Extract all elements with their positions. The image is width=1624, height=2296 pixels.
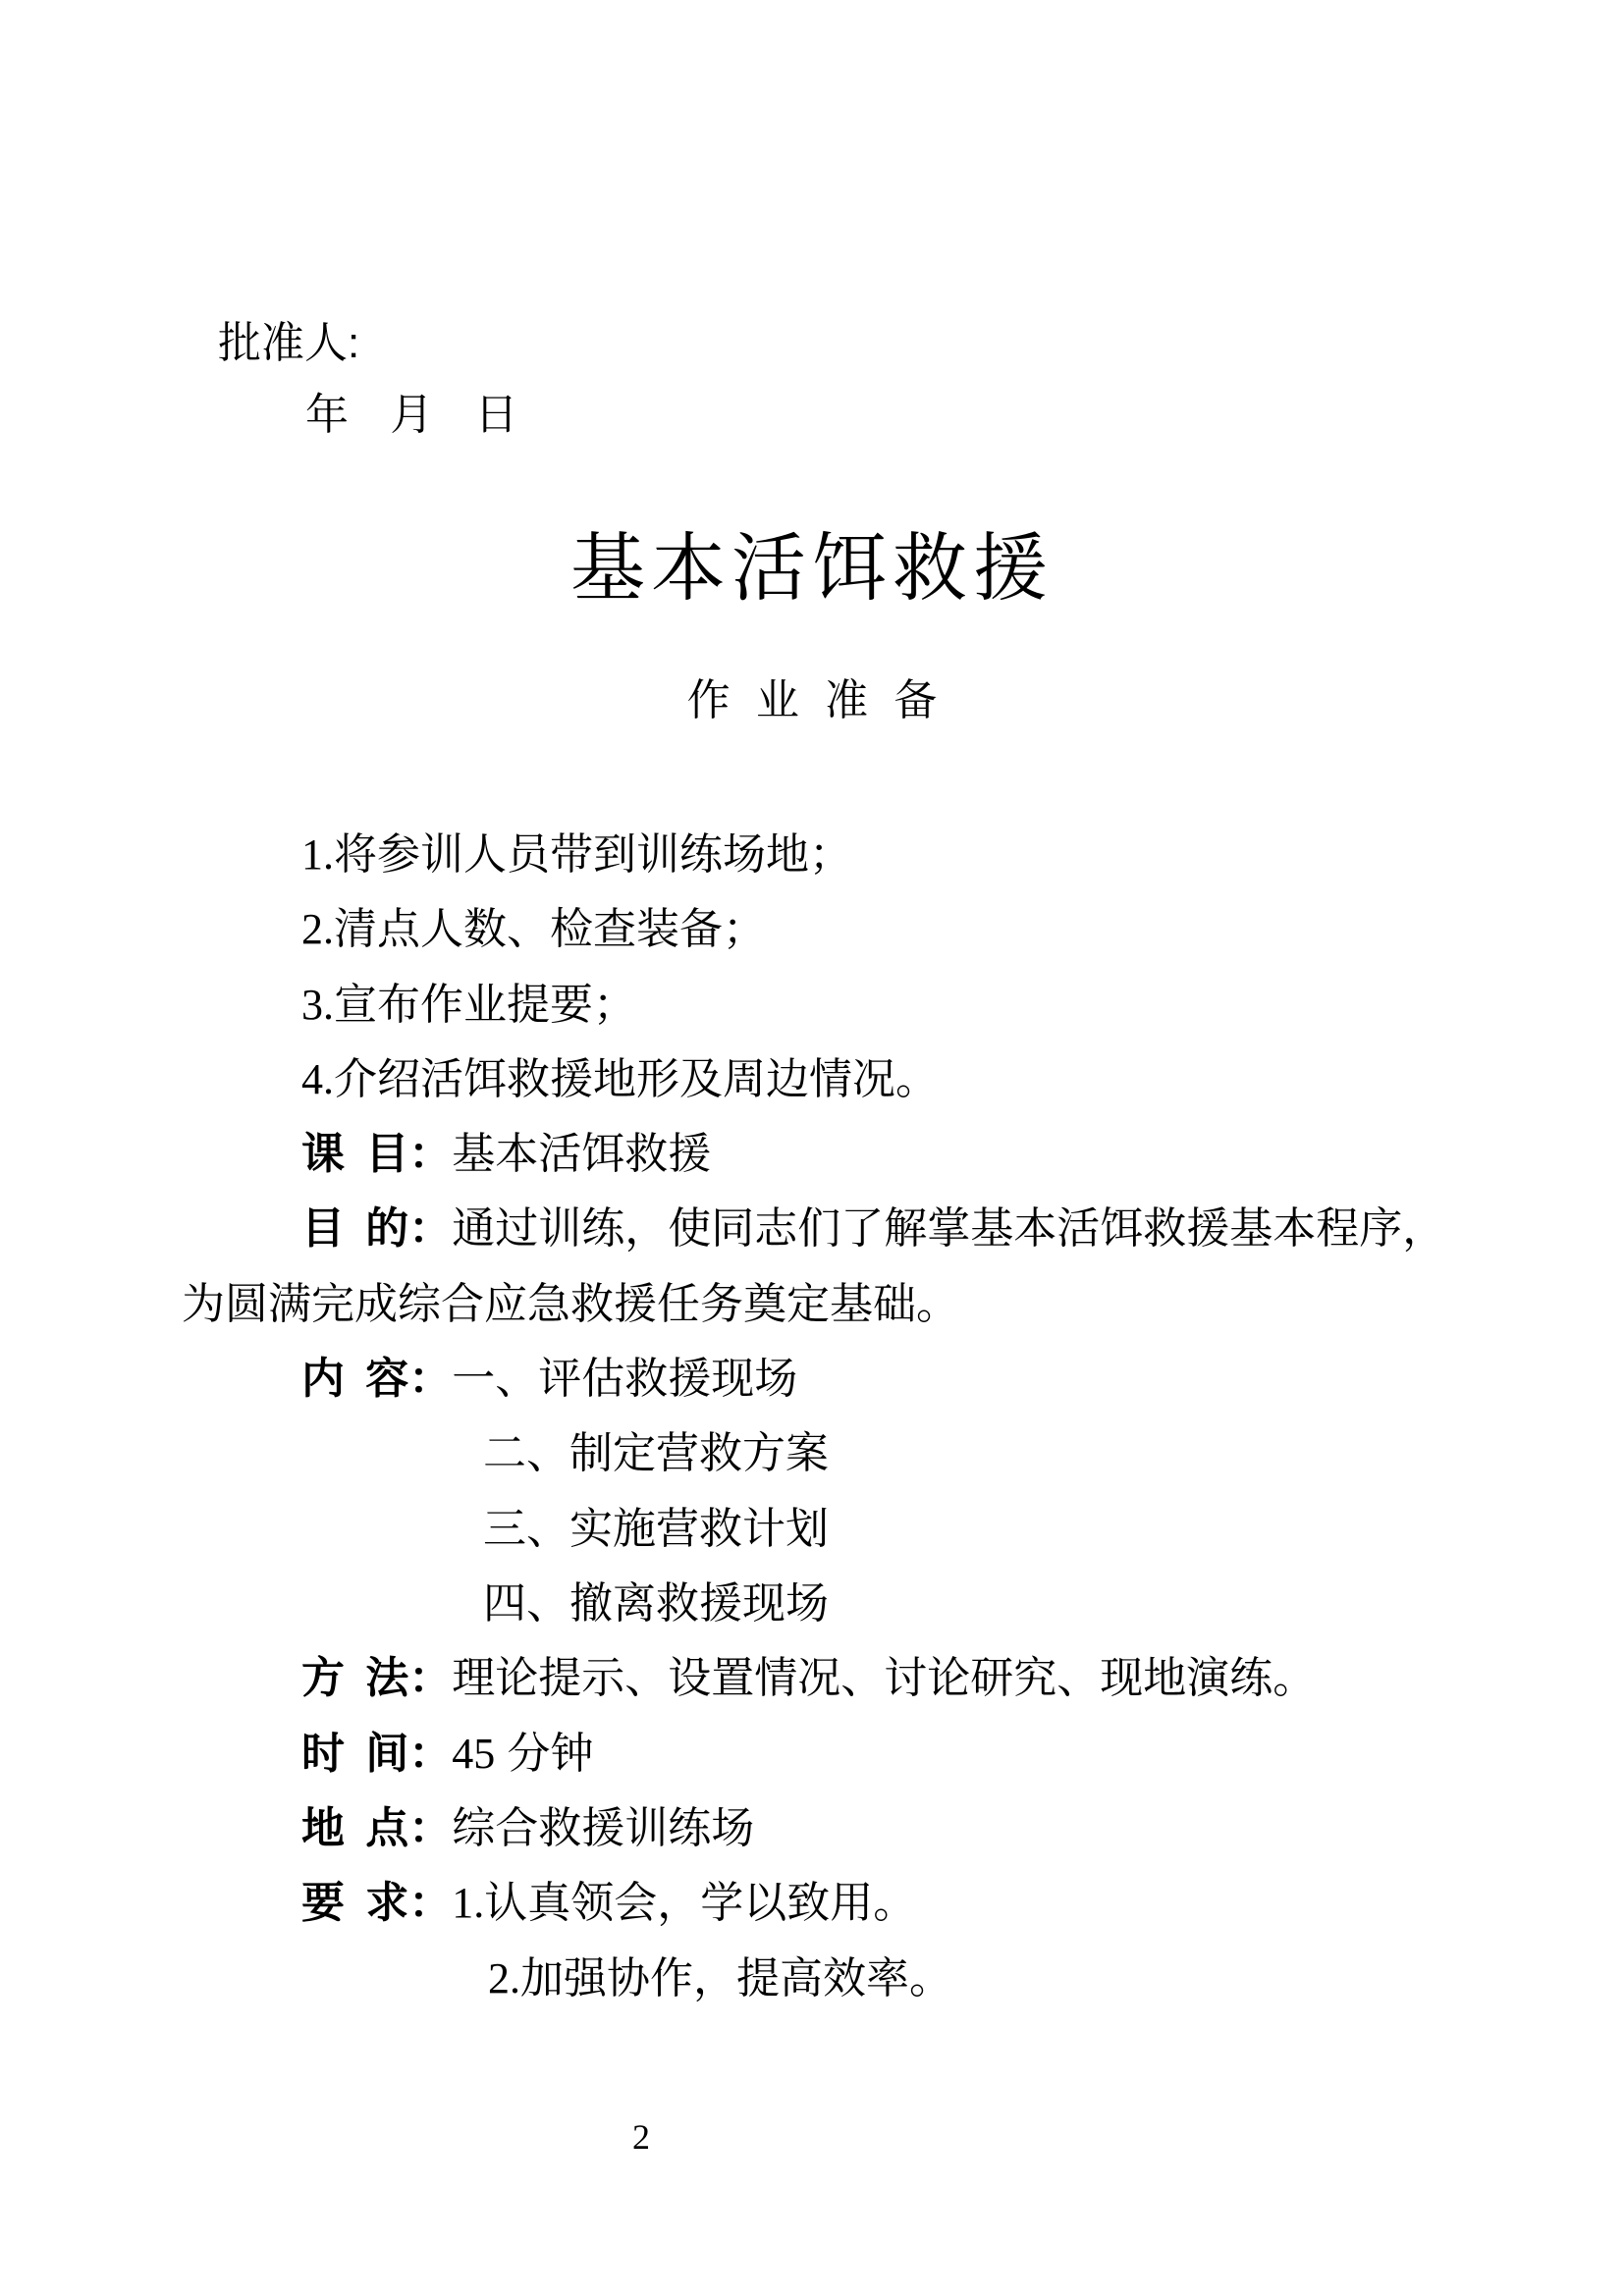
subject-label: 课 目： bbox=[301, 1130, 453, 1178]
requirements-line bbox=[301, 1880, 916, 1927]
location-line bbox=[301, 1805, 754, 1852]
purpose-wrap-line bbox=[182, 1281, 959, 1328]
purpose-wrap-text: 为圆满完成综合应急救援任务奠定基础。 bbox=[182, 1280, 959, 1328]
content-item-4-line bbox=[483, 1580, 829, 1628]
prep-step-1 bbox=[301, 831, 852, 879]
step-number: 3. bbox=[301, 981, 334, 1029]
time-label: 时 间： bbox=[301, 1730, 453, 1778]
location-label: 地 点： bbox=[301, 1804, 453, 1852]
subject-value: 基本活饵救援 bbox=[452, 1130, 712, 1178]
step-number: 1. bbox=[301, 830, 334, 879]
step-number: 4. bbox=[301, 1055, 334, 1103]
requirement-1-text: 认真领会，学以致用。 bbox=[484, 1879, 917, 1927]
approver-label: 批准人: bbox=[218, 319, 360, 367]
time-number: 45 bbox=[452, 1730, 496, 1778]
requirements-label: 要 求： bbox=[301, 1879, 453, 1927]
document-subtitle bbox=[0, 677, 1624, 724]
page-number-text: 2 bbox=[632, 2117, 650, 2157]
prep-step-3 bbox=[301, 982, 636, 1029]
content-item-2-line bbox=[483, 1430, 829, 1477]
requirement-2-text: 加强协作，提高效率。 bbox=[520, 1954, 952, 2002]
method-label: 方 法： bbox=[301, 1654, 453, 1702]
purpose-line bbox=[301, 1205, 1445, 1253]
content-item-3: 三、实施营救计划 bbox=[483, 1505, 829, 1553]
requirement-number: 2. bbox=[488, 1954, 520, 2002]
date-text: 年 月 日 bbox=[305, 391, 518, 439]
step-number: 2. bbox=[301, 905, 334, 953]
content-item-1: 一、评估救援现场 bbox=[452, 1355, 798, 1403]
location-value: 综合救援训练场 bbox=[452, 1804, 755, 1852]
content-item-2: 二、制定营救方案 bbox=[483, 1429, 829, 1477]
content-line bbox=[301, 1356, 797, 1403]
content-label: 内 容： bbox=[301, 1355, 453, 1403]
document-title bbox=[0, 528, 1624, 611]
requirement-2-line bbox=[488, 1955, 952, 2002]
step-text: 清点人数、检查装备； bbox=[334, 905, 766, 953]
document-subtitle-text: 作 业 准 备 bbox=[686, 676, 938, 724]
prep-step-2 bbox=[301, 906, 766, 953]
page-number bbox=[592, 2118, 690, 2158]
content-item-4: 四、撤离救援现场 bbox=[483, 1579, 829, 1628]
step-text: 将参训人员带到训练场地； bbox=[334, 830, 852, 879]
step-text: 介绍活饵救援地形及周边情况。 bbox=[334, 1055, 939, 1103]
method-line bbox=[301, 1655, 1316, 1702]
content-item-3-line bbox=[483, 1506, 829, 1553]
purpose-value: 通过训练，使同志们了解掌基本活饵救援基本程序， bbox=[452, 1204, 1446, 1253]
time-line bbox=[301, 1731, 593, 1778]
date-line bbox=[305, 392, 517, 439]
method-value: 理论提示、设置情况、讨论研究、现地演练。 bbox=[452, 1654, 1317, 1702]
prep-step-4 bbox=[301, 1056, 939, 1103]
requirement-number: 1. bbox=[452, 1879, 485, 1927]
step-text: 宣布作业提要； bbox=[334, 981, 636, 1029]
approver-line bbox=[218, 320, 359, 367]
subject-line bbox=[301, 1131, 711, 1178]
purpose-label: 目 的： bbox=[301, 1204, 453, 1253]
document-title-text: 基本活饵救援 bbox=[570, 527, 1054, 611]
time-unit: 分钟 bbox=[507, 1730, 594, 1778]
